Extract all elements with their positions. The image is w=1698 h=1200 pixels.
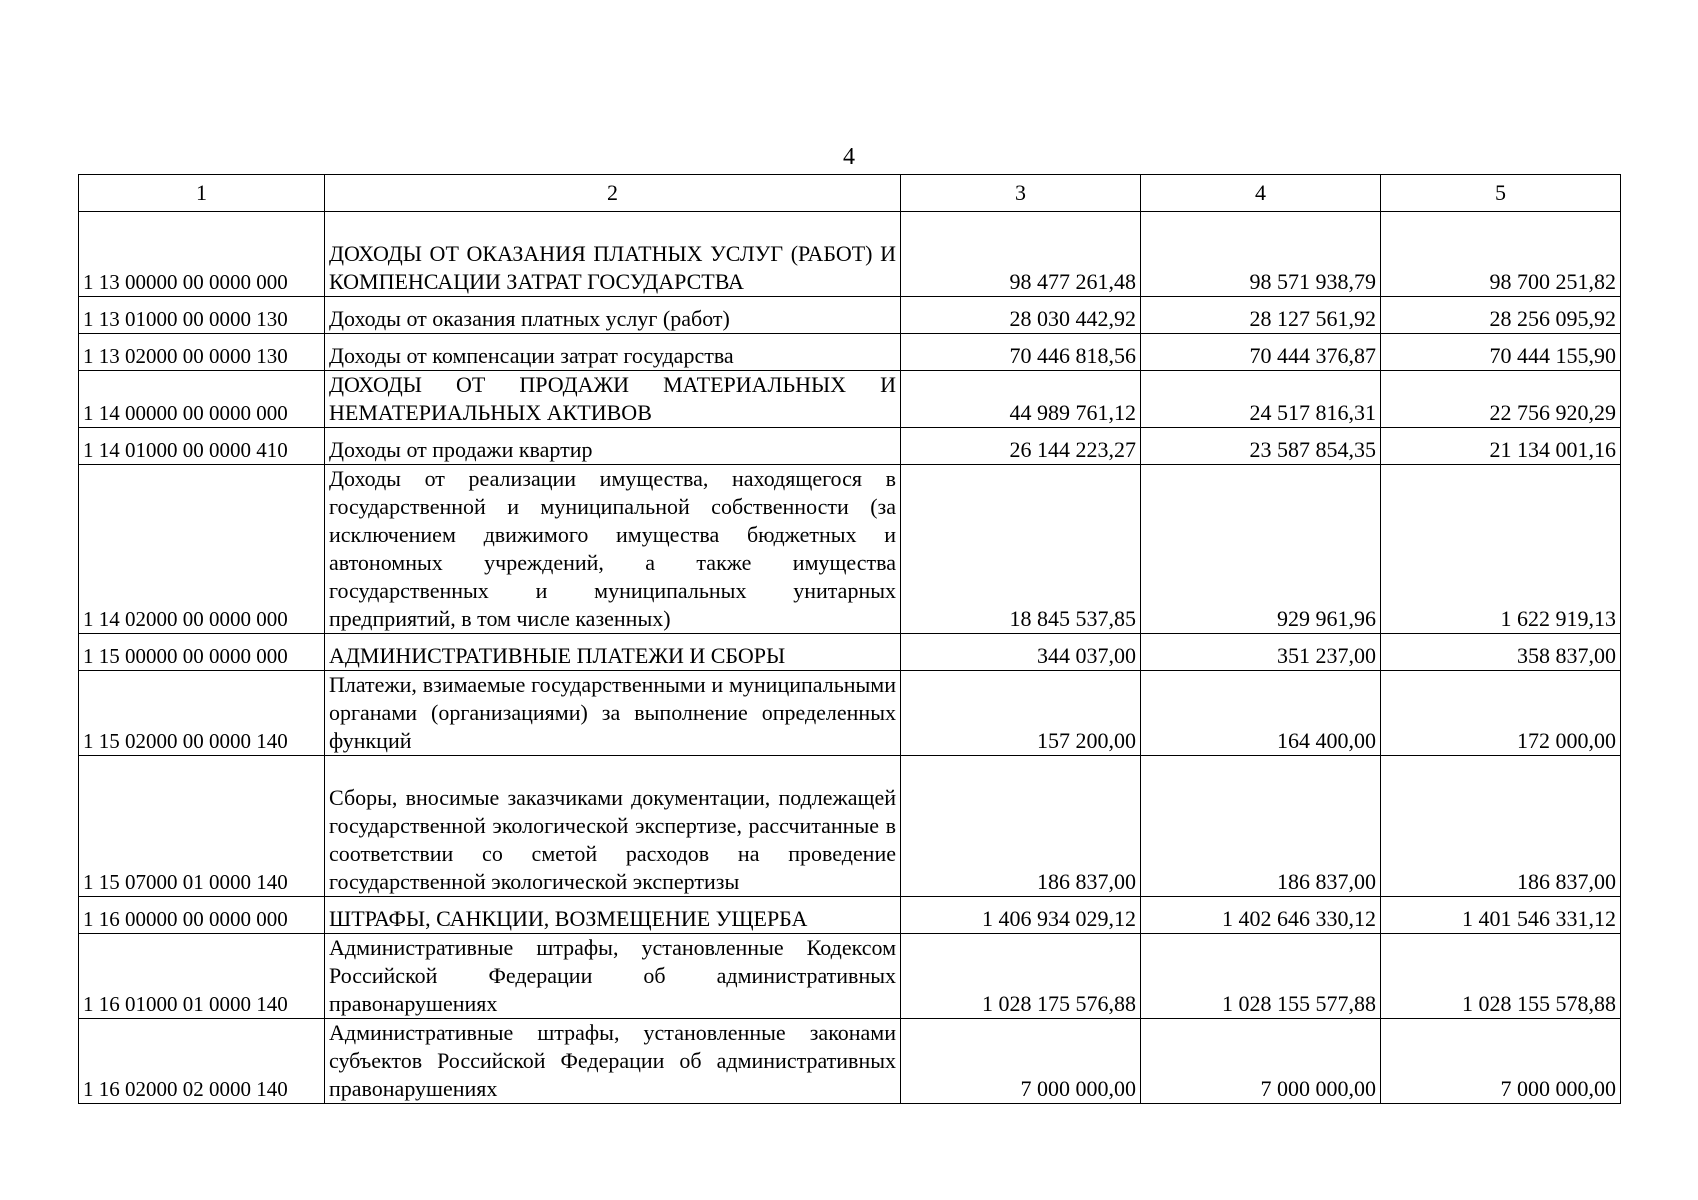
row-value-4: 24 517 816,31 <box>1141 371 1381 428</box>
page-number: 4 <box>843 144 855 170</box>
row-value-3: 1 406 934 029,12 <box>901 897 1141 934</box>
table-row <box>79 212 1621 297</box>
row-value-5: 28 256 095,92 <box>1381 297 1621 334</box>
column-header-2: 2 <box>325 175 901 212</box>
table-row <box>79 634 1621 671</box>
column-header-4: 4 <box>1141 175 1381 212</box>
row-value-5: 172 000,00 <box>1381 671 1621 756</box>
row-value-4: 929 961,96 <box>1141 465 1381 634</box>
row-code: 1 13 00000 00 0000 000 <box>79 212 325 297</box>
row-value-5: 1 401 546 331,12 <box>1381 897 1621 934</box>
row-value-3: 18 845 537,85 <box>901 465 1141 634</box>
table-row <box>79 1019 1621 1104</box>
row-value-3: 28 030 442,92 <box>901 297 1141 334</box>
row-code: 1 14 02000 00 0000 000 <box>79 465 325 634</box>
row-code: 1 14 01000 00 0000 410 <box>79 428 325 465</box>
row-name: Платежи, взимаемые государственными и муниципальными органами (организациями) за выполнение определенных функций <box>325 671 901 756</box>
table-row <box>79 371 1621 428</box>
table-row <box>79 934 1621 1019</box>
row-name: ДОХОДЫ ОТ ОКАЗАНИЯ ПЛАТНЫХ УСЛУГ (РАБОТ) И КОМПЕНСАЦИИ ЗАТРАТ ГОСУДАРСТВА <box>325 212 901 297</box>
row-value-4: 23 587 854,35 <box>1141 428 1381 465</box>
row-name: Доходы от оказания платных услуг (работ) <box>325 297 901 334</box>
row-value-3: 70 446 818,56 <box>901 334 1141 371</box>
row-code: 1 14 00000 00 0000 000 <box>79 371 325 428</box>
row-name: Доходы от реализации имущества, находящегося в государственной и муниципальной собственности (за исключением движимого имущества бюджетных и автономных учреждений, а также имущества государственных и муниципальных унитарных предприятий, в том числе казенных) <box>325 465 901 634</box>
row-value-3: 344 037,00 <box>901 634 1141 671</box>
row-code: 1 15 07000 01 0000 140 <box>79 756 325 897</box>
row-code: 1 15 02000 00 0000 140 <box>79 671 325 756</box>
header-row <box>79 175 1621 212</box>
row-value-3: 44 989 761,12 <box>901 371 1141 428</box>
table-row <box>79 756 1621 897</box>
table-row <box>79 297 1621 334</box>
row-value-3: 7 000 000,00 <box>901 1019 1141 1104</box>
row-value-5: 98 700 251,82 <box>1381 212 1621 297</box>
row-value-5: 21 134 001,16 <box>1381 428 1621 465</box>
row-value-4: 186 837,00 <box>1141 756 1381 897</box>
row-value-5: 358 837,00 <box>1381 634 1621 671</box>
row-name: Административные штрафы, установленные законами субъектов Российской Федерации об административных правонарушениях <box>325 1019 901 1104</box>
row-name: Административные штрафы, установленные Кодексом Российской Федерации об административных правонарушениях <box>325 934 901 1019</box>
row-value-4: 1 402 646 330,12 <box>1141 897 1381 934</box>
row-value-5: 7 000 000,00 <box>1381 1019 1621 1104</box>
table-row <box>79 671 1621 756</box>
column-header-3: 3 <box>901 175 1141 212</box>
row-value-4: 28 127 561,92 <box>1141 297 1381 334</box>
row-name: Доходы от компенсации затрат государства <box>325 334 901 371</box>
table-row <box>79 334 1621 371</box>
row-value-3: 1 028 175 576,88 <box>901 934 1141 1019</box>
row-code: 1 15 00000 00 0000 000 <box>79 634 325 671</box>
row-value-4: 164 400,00 <box>1141 671 1381 756</box>
row-value-5: 1 028 155 578,88 <box>1381 934 1621 1019</box>
row-value-3: 157 200,00 <box>901 671 1141 756</box>
table-row <box>79 465 1621 634</box>
column-header-1: 1 <box>79 175 325 212</box>
row-name: Доходы от продажи квартир <box>325 428 901 465</box>
table-row <box>79 428 1621 465</box>
row-code: 1 13 01000 00 0000 130 <box>79 297 325 334</box>
row-value-3: 98 477 261,48 <box>901 212 1141 297</box>
row-value-3: 26 144 223,27 <box>901 428 1141 465</box>
row-code: 1 16 02000 02 0000 140 <box>79 1019 325 1104</box>
row-value-5: 70 444 155,90 <box>1381 334 1621 371</box>
revenue-table <box>78 174 1621 1104</box>
row-name: ШТРАФЫ, САНКЦИИ, ВОЗМЕЩЕНИЕ УЩЕРБА <box>325 897 901 934</box>
row-code: 1 16 01000 01 0000 140 <box>79 934 325 1019</box>
table-row <box>79 897 1621 934</box>
row-code: 1 13 02000 00 0000 130 <box>79 334 325 371</box>
row-code: 1 16 00000 00 0000 000 <box>79 897 325 934</box>
column-header-5: 5 <box>1381 175 1621 212</box>
row-value-4: 1 028 155 577,88 <box>1141 934 1381 1019</box>
row-value-4: 98 571 938,79 <box>1141 212 1381 297</box>
row-value-3: 186 837,00 <box>901 756 1141 897</box>
row-value-4: 70 444 376,87 <box>1141 334 1381 371</box>
row-value-5: 1 622 919,13 <box>1381 465 1621 634</box>
row-value-4: 351 237,00 <box>1141 634 1381 671</box>
row-value-5: 186 837,00 <box>1381 756 1621 897</box>
row-name: АДМИНИСТРАТИВНЫЕ ПЛАТЕЖИ И СБОРЫ <box>325 634 901 671</box>
row-value-5: 22 756 920,29 <box>1381 371 1621 428</box>
row-value-4: 7 000 000,00 <box>1141 1019 1381 1104</box>
row-name: Сборы, вносимые заказчиками документации, подлежащей государственной экологической экспертизе, рассчитанные в соответствии со сметой расходов на проведение государственной экологической экспертизы <box>325 756 901 897</box>
row-name: ДОХОДЫ ОТ ПРОДАЖИ МАТЕРИАЛЬНЫХ И НЕМАТЕРИАЛЬНЫХ АКТИВОВ <box>325 371 901 428</box>
